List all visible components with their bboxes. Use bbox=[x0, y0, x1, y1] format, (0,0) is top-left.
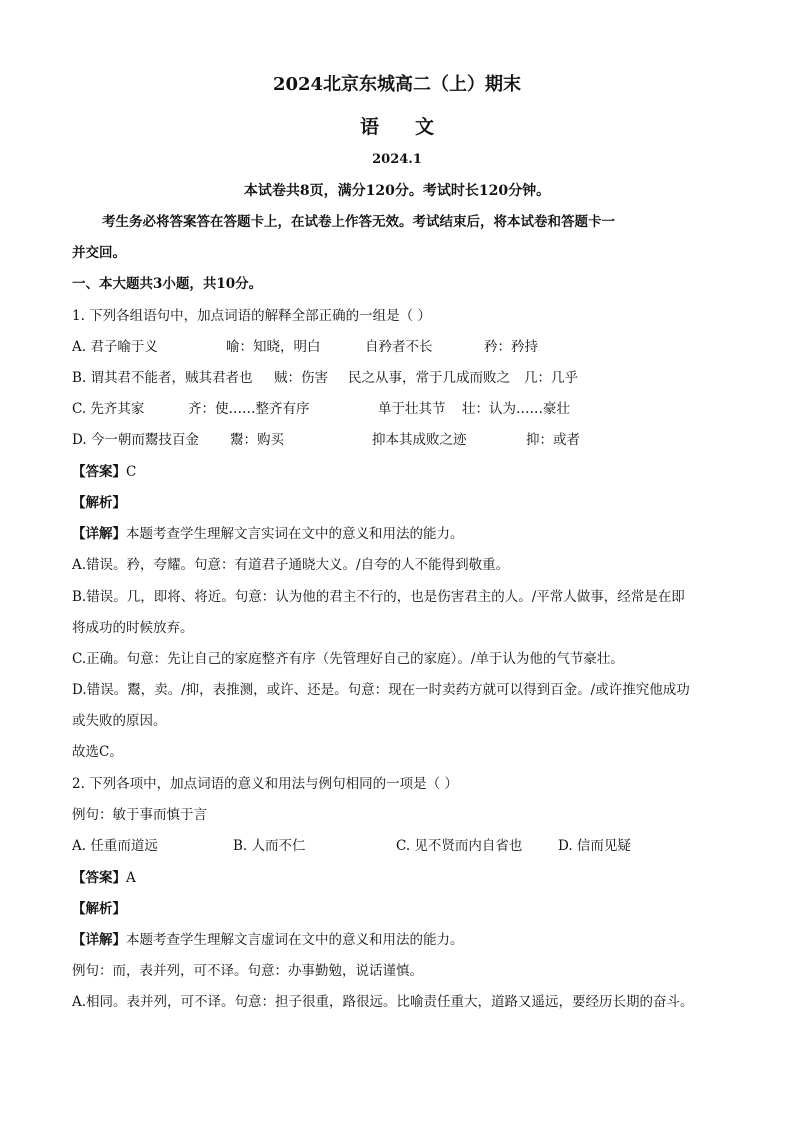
q2-explain-line: A.相同。表并列，可不译。句意：担子很重，路很远。比喻责任重大，道路又遥远，要经历长期的奋斗。 bbox=[72, 994, 694, 1010]
section-heading: 一、本大题共3小题，共10分。 bbox=[72, 276, 263, 292]
exam-subject: 语文 bbox=[359, 116, 470, 138]
q1-option-d-sentence2: 抑本其成败之迹 bbox=[372, 432, 467, 448]
q1-explain-line: 将成功的时候放弃。 bbox=[72, 620, 194, 636]
detail-text: 本题考查学生理解文言虚词在文中的意义和用法的能力。 bbox=[126, 932, 464, 948]
q1-explain-line: C.正确。句意：先让自己的家庭整齐有序（先管理好自己的家庭）。/单于认为他的气节豪壮。 bbox=[72, 651, 624, 667]
q1-option-a-gloss1: 喻：知晓，明白 bbox=[226, 339, 321, 355]
exam-date: 2024.1 bbox=[372, 152, 422, 167]
q1-option-d-gloss2: 抑：或者 bbox=[526, 432, 580, 448]
q2-detail bbox=[72, 930, 464, 950]
q1-option-b-gloss1: 贼：伤害 bbox=[274, 370, 328, 386]
q1-explain-line: B.错误。几，即将、将近。句意：认为他的君主不行的，也是伤害君主的人。/平常人做事，经常是在即 bbox=[72, 589, 685, 605]
q1-option-d-gloss1: 鬻：购买 bbox=[230, 432, 284, 448]
q1-option-b-sentence2: 民之从事，常于几成而败之 bbox=[348, 370, 510, 386]
q1-option-c-gloss1: 齐：使……整齐有序 bbox=[188, 401, 310, 417]
q1-option-a-gloss2: 矜：矜持 bbox=[484, 339, 538, 355]
exam-title: 2024北京东城高二（上）期末 bbox=[272, 74, 522, 95]
q1-explain-line: D.错误。鬻，卖。/抑，表推测，或许、还是。句意：现在一时卖药方就可以得到百金。/或许推究他成功 bbox=[72, 682, 690, 698]
notice-line-2: 并交回。 bbox=[72, 245, 126, 261]
detail-text: 本题考查学生理解文言实词在文中的意义和用法的能力。 bbox=[126, 526, 464, 542]
q2-analysis bbox=[72, 899, 126, 919]
analysis-tag: 【解析】 bbox=[72, 901, 126, 917]
q2-answer bbox=[72, 868, 136, 888]
exam-info: 本试卷共8页，满分120分。考试时长120分钟。 bbox=[243, 183, 551, 199]
q2-explain-line: 例句：而，表并列，可不译。句意：办事勤勉，说话谨慎。 bbox=[72, 963, 423, 979]
q1-analysis bbox=[72, 493, 126, 513]
q1-conclusion: 故选C。 bbox=[72, 744, 123, 760]
q2-example: 例句：敏于事而慎于言 bbox=[72, 807, 207, 823]
q2-option-a: A. 任重而道远 bbox=[72, 838, 158, 854]
answer-value: C bbox=[126, 464, 137, 480]
q1-explain-line: A.错误。矜，夸耀。句意：有道君子通晓大义。/自夸的人不能得到敬重。 bbox=[72, 557, 510, 573]
notice-line-1: 考生务必将答案答在答题卡上，在试卷上作答无效。考试结束后，将本试卷和答题卡一 bbox=[102, 214, 615, 230]
q1-explain-line: 或失败的原因。 bbox=[72, 713, 167, 729]
q2-option-c: C. 见不贤而内自省也 bbox=[396, 838, 523, 854]
q1-option-c-gloss2: 壮：认为……豪壮 bbox=[462, 401, 570, 417]
detail-tag: 【详解】 bbox=[72, 932, 126, 948]
q1-option-d-sentence1: D. 今一朝而鬻技百金 bbox=[72, 432, 199, 448]
q1-option-b-gloss2: 几：几乎 bbox=[524, 370, 578, 386]
q1-option-a-sentence2: 自矜者不长 bbox=[365, 339, 433, 355]
detail-tag: 【详解】 bbox=[72, 526, 126, 542]
q1-option-b-sentence1: B. 谓其君不能者，贼其君者也 bbox=[72, 370, 253, 386]
q2-stem: 2. 下列各项中，加点词语的意义和用法与例句相同的一项是（ ） bbox=[72, 776, 458, 792]
q1-detail bbox=[72, 524, 464, 544]
q1-option-c-sentence2: 单于壮其节 bbox=[378, 401, 446, 417]
q1-answer bbox=[72, 462, 136, 482]
answer-tag: 【答案】 bbox=[72, 870, 126, 886]
analysis-tag: 【解析】 bbox=[72, 495, 126, 511]
q1-option-c-sentence1: C. 先齐其家 bbox=[72, 401, 145, 417]
q1-stem: 1. 下列各组语句中，加点词语的解释全部正确的一组是（ ） bbox=[72, 308, 431, 324]
answer-value: A bbox=[126, 870, 136, 886]
q2-option-b: B. 人而不仁 bbox=[233, 838, 306, 854]
answer-tag: 【答案】 bbox=[72, 464, 126, 480]
q2-option-d: D. 信而见疑 bbox=[558, 838, 631, 854]
q1-option-a-sentence1: A. 君子喻于义 bbox=[72, 339, 158, 355]
